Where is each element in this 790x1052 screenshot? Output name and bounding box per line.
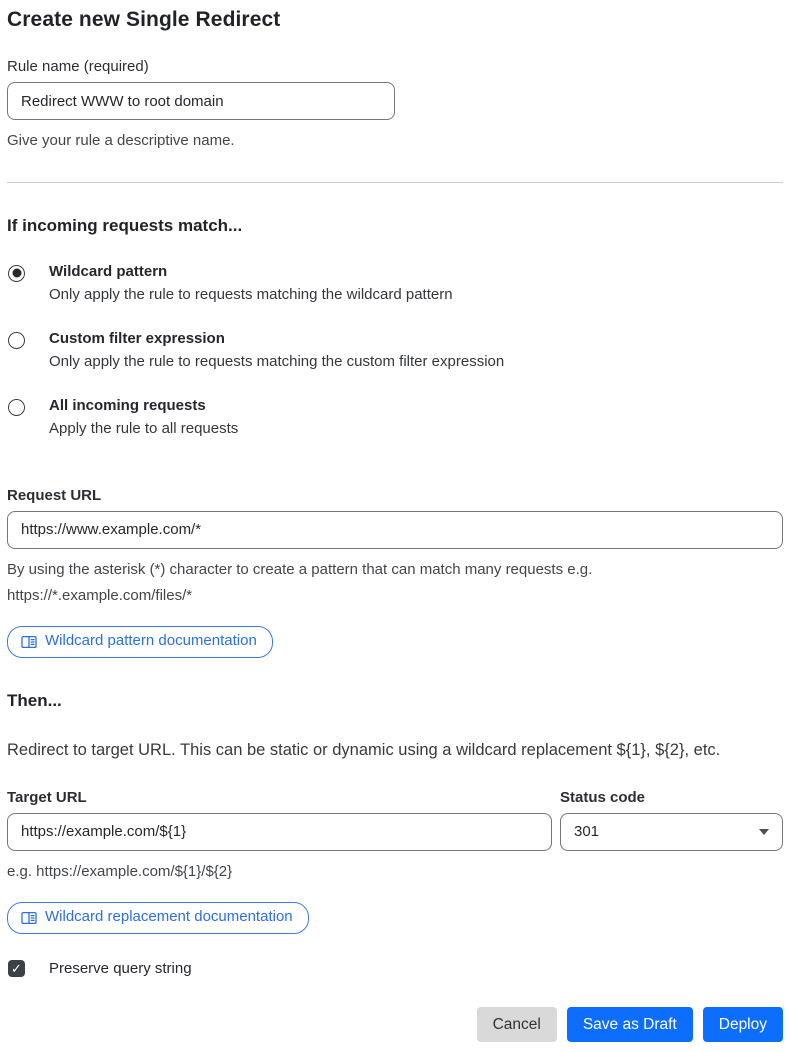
- target-url-help: e.g. https://example.com/${1}/${2}: [7, 862, 233, 880]
- request-url-input[interactable]: [7, 511, 783, 549]
- radio-option-custom-filter-expression[interactable]: [7, 330, 783, 370]
- radio-label: All incoming requests: [49, 396, 206, 414]
- target-url-field-group: [7, 789, 552, 885]
- rule-name-help: Give your rule a descriptive name.: [7, 132, 235, 149]
- radio-option-all-incoming-requests[interactable]: [7, 397, 783, 437]
- radio-unselected-icon[interactable]: [8, 399, 25, 416]
- radio-description: Only apply the rule to requests matching the wildcard pattern: [49, 285, 453, 303]
- request-url-help-line1: By using the asterisk (*) character to create a pattern that can match many requests e.g.: [7, 560, 593, 578]
- status-code-select[interactable]: [560, 813, 783, 851]
- open-book-icon: [21, 634, 37, 650]
- radio-label: Wildcard pattern: [49, 262, 168, 280]
- preserve-query-string-checkbox-row[interactable]: [7, 960, 783, 977]
- target-url-input[interactable]: [7, 813, 552, 851]
- then-section-description: Redirect to target URL. This can be static or dynamic using a wildcard replacement ${1}, ${2}, etc.: [7, 740, 721, 759]
- radio-option-wildcard-pattern[interactable]: [7, 263, 783, 303]
- target-status-row: [7, 789, 783, 885]
- rule-name-label: Rule name (required): [7, 58, 149, 75]
- radio-unselected-icon[interactable]: [8, 332, 25, 349]
- cancel-button[interactable]: Cancel: [477, 1007, 557, 1042]
- rule-name-input[interactable]: [7, 82, 395, 120]
- wildcard-replacement-docs-button[interactable]: [7, 902, 309, 933]
- save-as-draft-button[interactable]: Save as Draft: [567, 1007, 693, 1042]
- request-url-help-line2: https://*.example.com/files/*: [7, 586, 193, 604]
- request-url-field-group: [7, 487, 783, 609]
- request-url-help: [7, 557, 783, 609]
- radio-label: Custom filter expression: [49, 329, 225, 347]
- then-section-heading: Then...: [7, 690, 62, 710]
- wildcard-pattern-docs-button[interactable]: [7, 626, 273, 657]
- footer-actions: [7, 1007, 783, 1042]
- match-section-heading: If incoming requests match...: [7, 215, 243, 235]
- section-divider: [7, 182, 783, 183]
- radio-selected-icon[interactable]: [8, 265, 25, 282]
- open-book-icon: [21, 910, 37, 926]
- match-type-radio-group: [7, 263, 783, 437]
- deploy-button[interactable]: Deploy: [703, 1007, 783, 1042]
- status-code-label: Status code: [560, 788, 646, 806]
- chevron-down-icon: [759, 829, 769, 835]
- status-code-value: 301: [574, 823, 600, 841]
- doc-button-label: Wildcard replacement documentation: [45, 908, 293, 926]
- status-code-field-group: [560, 789, 783, 851]
- doc-button-label: Wildcard pattern documentation: [45, 632, 257, 650]
- radio-description: Only apply the rule to requests matching the custom filter expression: [49, 352, 505, 370]
- radio-description: Apply the rule to all requests: [49, 419, 239, 437]
- checkbox-checked-icon[interactable]: ✓: [8, 960, 25, 977]
- page-title: Create new Single Redirect: [7, 8, 281, 31]
- request-url-label: Request URL: [7, 486, 102, 504]
- rule-name-field-group: [7, 58, 783, 154]
- preserve-query-string-label: Preserve query string: [49, 959, 192, 977]
- target-url-label: Target URL: [7, 788, 87, 806]
